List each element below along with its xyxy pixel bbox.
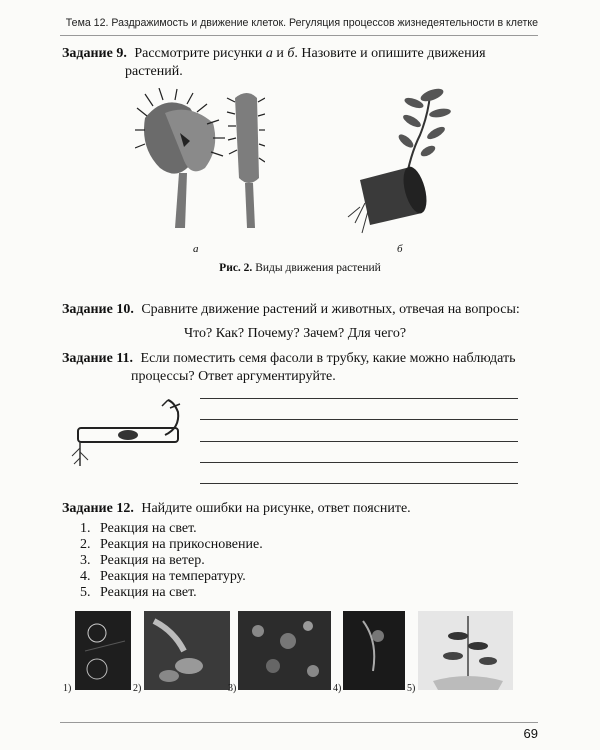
task-10-text: Сравните движение растений и животных, отвечая на вопросы: xyxy=(141,302,520,317)
photo-label-2: 2) xyxy=(133,683,142,694)
photo-label-3: 3) xyxy=(228,683,237,694)
footer-rule xyxy=(60,722,538,723)
list-item: 3. Реакция на ветер. xyxy=(80,553,205,568)
figure-caption-label: Рис. 2. xyxy=(219,262,253,274)
task-9-text-a: Рассмотрите рисунки xyxy=(134,46,266,61)
task-10-label: Задание 10. xyxy=(62,302,134,317)
list-item: 4. Реакция на температуру. xyxy=(80,569,246,584)
task-9-var-a: а xyxy=(265,46,273,61)
answer-line-3[interactable] xyxy=(200,441,518,442)
photo-5 xyxy=(418,611,513,690)
page-header xyxy=(60,14,538,36)
task-11-line2: процессы? Ответ аргументируйте. xyxy=(131,369,336,384)
task-12-label: Задание 12. xyxy=(62,501,134,516)
task-12-text: Найдите ошибки на рисунке, ответ поясните. xyxy=(141,501,411,516)
list-item: 2. Реакция на прикосновение. xyxy=(80,537,263,552)
figure-caption-text: Виды движения растений xyxy=(252,262,381,274)
list-item: 5. Реакция на свет. xyxy=(80,585,197,600)
task-11-text: Если поместить семя фасоли в трубку, какие можно наблюдать xyxy=(140,351,516,366)
photo-2 xyxy=(144,611,230,690)
answer-line-2[interactable] xyxy=(200,419,518,420)
photo-1 xyxy=(75,611,131,690)
task-9-label: Задание 9. xyxy=(62,46,127,61)
photo-label-4: 4) xyxy=(333,683,342,694)
task-12 xyxy=(62,500,411,518)
task-9-line2: растений. xyxy=(125,64,183,79)
photo-3 xyxy=(238,611,331,690)
answer-line-4[interactable] xyxy=(200,462,518,463)
photo-label-1: 1) xyxy=(63,683,72,694)
task-10-questions: Что? Как? Почему? Зачем? Для чего? xyxy=(184,326,407,341)
page-number: 69 xyxy=(523,726,538,741)
task-9 xyxy=(62,45,486,63)
answer-line-5[interactable] xyxy=(200,483,518,484)
list-item: 1. Реакция на свет. xyxy=(80,521,197,536)
venus-flytrap-illustration xyxy=(135,88,265,230)
task-9-and: и xyxy=(272,46,288,61)
figure-label-b: б xyxy=(397,243,403,255)
answer-line-1[interactable] xyxy=(200,398,518,399)
task-9-text-b: . Назовите и опишите движения xyxy=(294,46,486,61)
figure-caption xyxy=(0,262,600,274)
potted-plant-illustration xyxy=(340,85,460,235)
header-title: Тема 12. Раздражимость и движение клеток. Регуляция процессов жизнедеятельности в клетке xyxy=(65,17,538,29)
task-11 xyxy=(62,350,516,368)
reaction-list xyxy=(80,521,263,601)
photo-label-5: 5) xyxy=(407,683,416,694)
photo-4 xyxy=(343,611,405,690)
task-11-label: Задание 11. xyxy=(62,351,134,366)
task-9-var-b: б xyxy=(287,46,295,61)
figure-label-a: а xyxy=(193,243,199,255)
task-10 xyxy=(62,301,520,319)
bean-in-tube-illustration xyxy=(70,398,190,468)
